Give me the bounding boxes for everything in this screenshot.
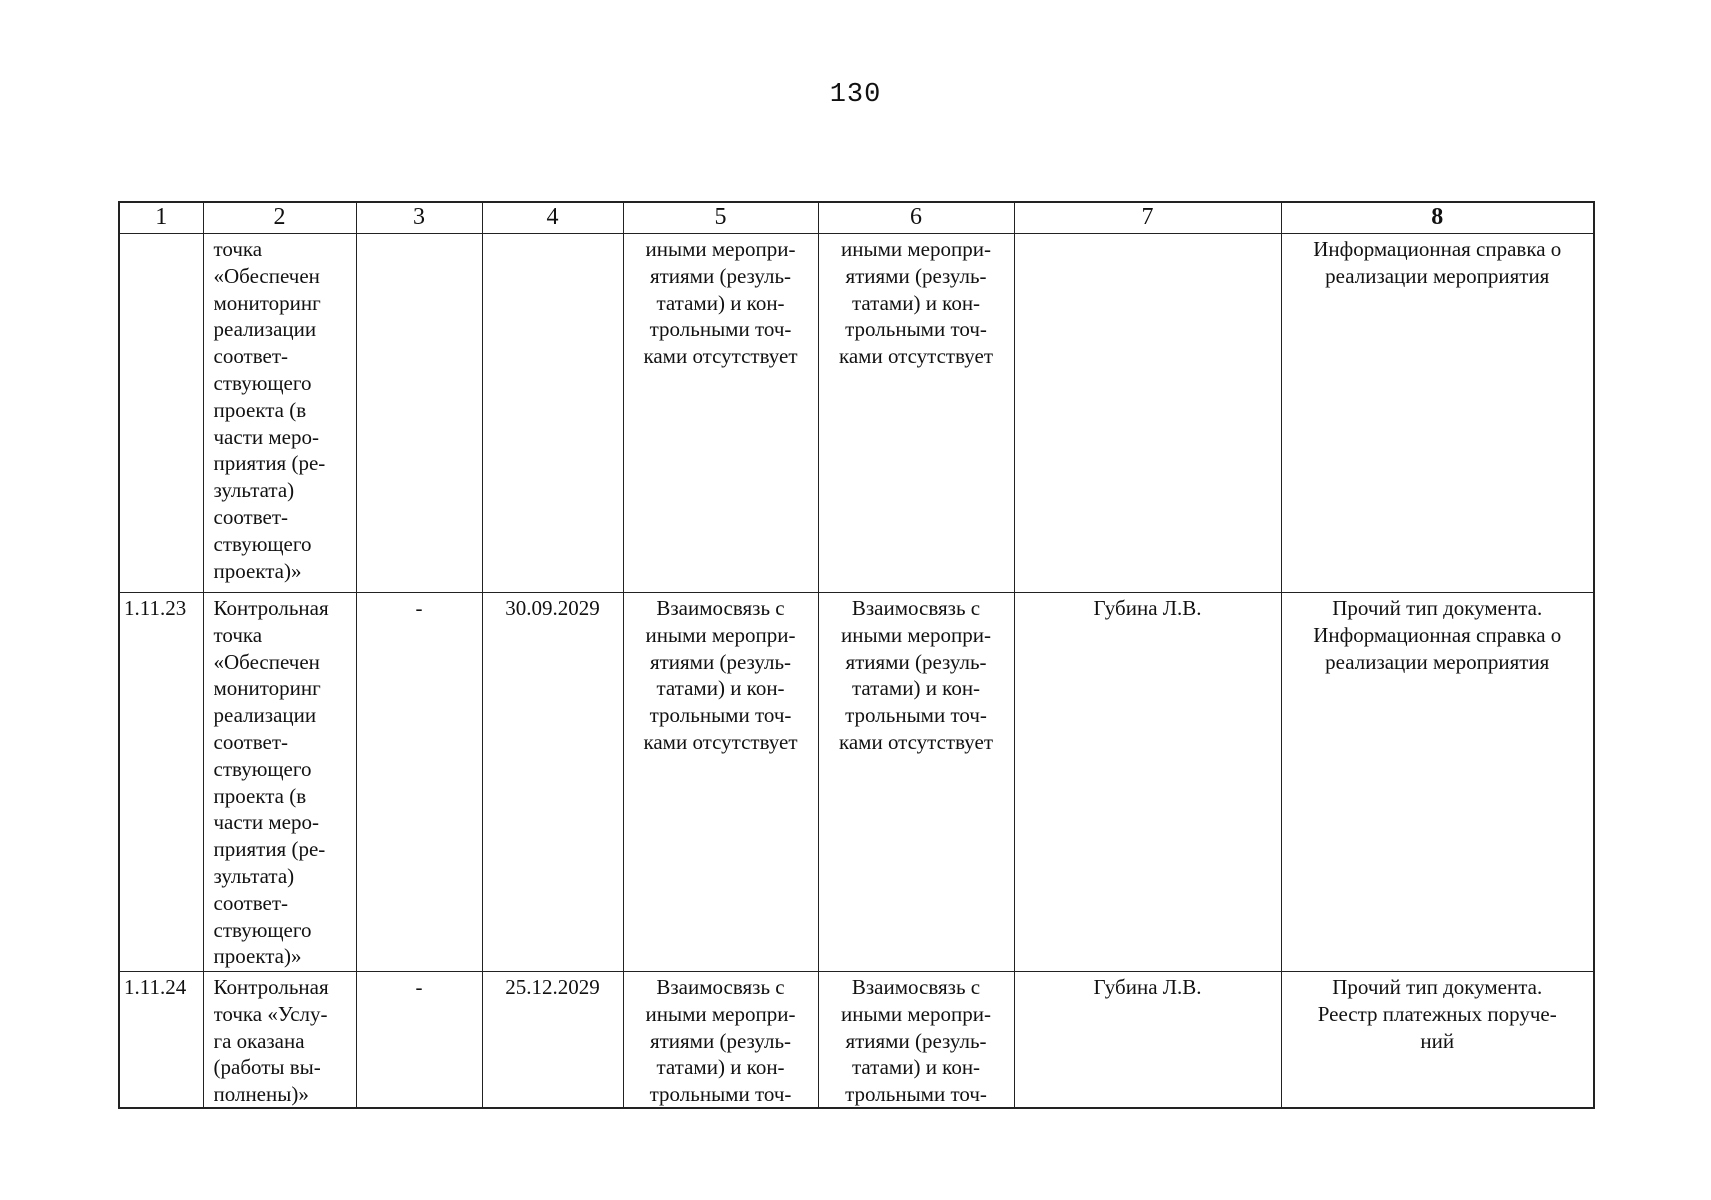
table-row: [119, 234, 1594, 593]
relation-predecessors: иными меропри- ятиями (резуль- татами) и кон- трольными точ- ками отсутствует: [623, 234, 818, 593]
responsible-person: [1014, 234, 1281, 593]
header-col-3: 3: [356, 202, 482, 234]
end-date: [482, 972, 623, 1109]
header-col-8: 8: [1281, 202, 1594, 234]
event-name: [203, 972, 356, 1109]
header-row: [119, 202, 1594, 234]
relation-successors: Взаимосвязь с иными меропри- ятиями (резуль- татами) и кон- трольными точ- ками отсутствует: [818, 593, 1014, 972]
row-number: [119, 234, 203, 593]
relation-successors: иными меропри- ятиями (резуль- татами) и кон- трольными точ- ками отсутствует: [818, 234, 1014, 593]
start-date: [356, 234, 482, 593]
table-row: [119, 593, 1594, 972]
relation-predecessors-text: Взаимосвязь с иными меропри- ятиями (резуль- татами) и кон- трольными точ-: [645, 975, 796, 1107]
row-number-text: 1.11.24: [124, 975, 187, 999]
header-col-1: 1: [119, 202, 203, 234]
responsible-person-text: Губина Л.В.: [1093, 975, 1202, 999]
document-type: Прочий тип документа. Информационная справка о реализации мероприятия: [1281, 593, 1594, 972]
start-date: [356, 972, 482, 1109]
event-name: Контрольная точка «Обеспечен мониторинг реализации соответ- ствующего проекта (в части меро- приятия (ре- зультата) соответ- ствующего проекта)»: [203, 593, 356, 972]
relation-predecessors: [623, 972, 818, 1109]
schedule-table: [118, 201, 1595, 1109]
header-col-6: 6: [818, 202, 1014, 234]
event-name-text: Контрольная точка «Услу- га оказана (работы вы- полнены)»: [213, 975, 329, 1107]
table-row: [119, 972, 1594, 1109]
page-number: 130: [829, 80, 882, 110]
document-type: Информационная справка о реализации мероприятия: [1281, 234, 1594, 593]
document-type-text: Прочий тип документа. Реестр платежных поруче- ний: [1317, 975, 1557, 1053]
row-number: 1.11.23: [119, 593, 203, 972]
responsible-person: Губина Л.В.: [1014, 593, 1281, 972]
header-col-7: 7: [1014, 202, 1281, 234]
relation-successors-text: Взаимосвязь с иными меропри- ятиями (резуль- татами) и кон- трольными точ-: [841, 975, 991, 1107]
responsible-person: [1014, 972, 1281, 1109]
event-name: точка «Обеспечен мониторинг реализации соответ- ствующего проекта (в части меро- приятия (ре- зультата) соответ- ствующего проекта)»: [203, 234, 356, 593]
header-col-5: 5: [623, 202, 818, 234]
start-date-text: -: [415, 975, 423, 999]
end-date-text: 25.12.2029: [505, 975, 600, 999]
relation-predecessors: Взаимосвязь с иными меропри- ятиями (резуль- татами) и кон- трольными точ- ками отсутствует: [623, 593, 818, 972]
document-type: [1281, 972, 1594, 1109]
header-col-4: 4: [482, 202, 623, 234]
row-number: [119, 972, 203, 1109]
end-date: [482, 234, 623, 593]
start-date: -: [356, 593, 482, 972]
end-date: 30.09.2029: [482, 593, 623, 972]
header-col-2: 2: [203, 202, 356, 234]
relation-successors: [818, 972, 1014, 1109]
